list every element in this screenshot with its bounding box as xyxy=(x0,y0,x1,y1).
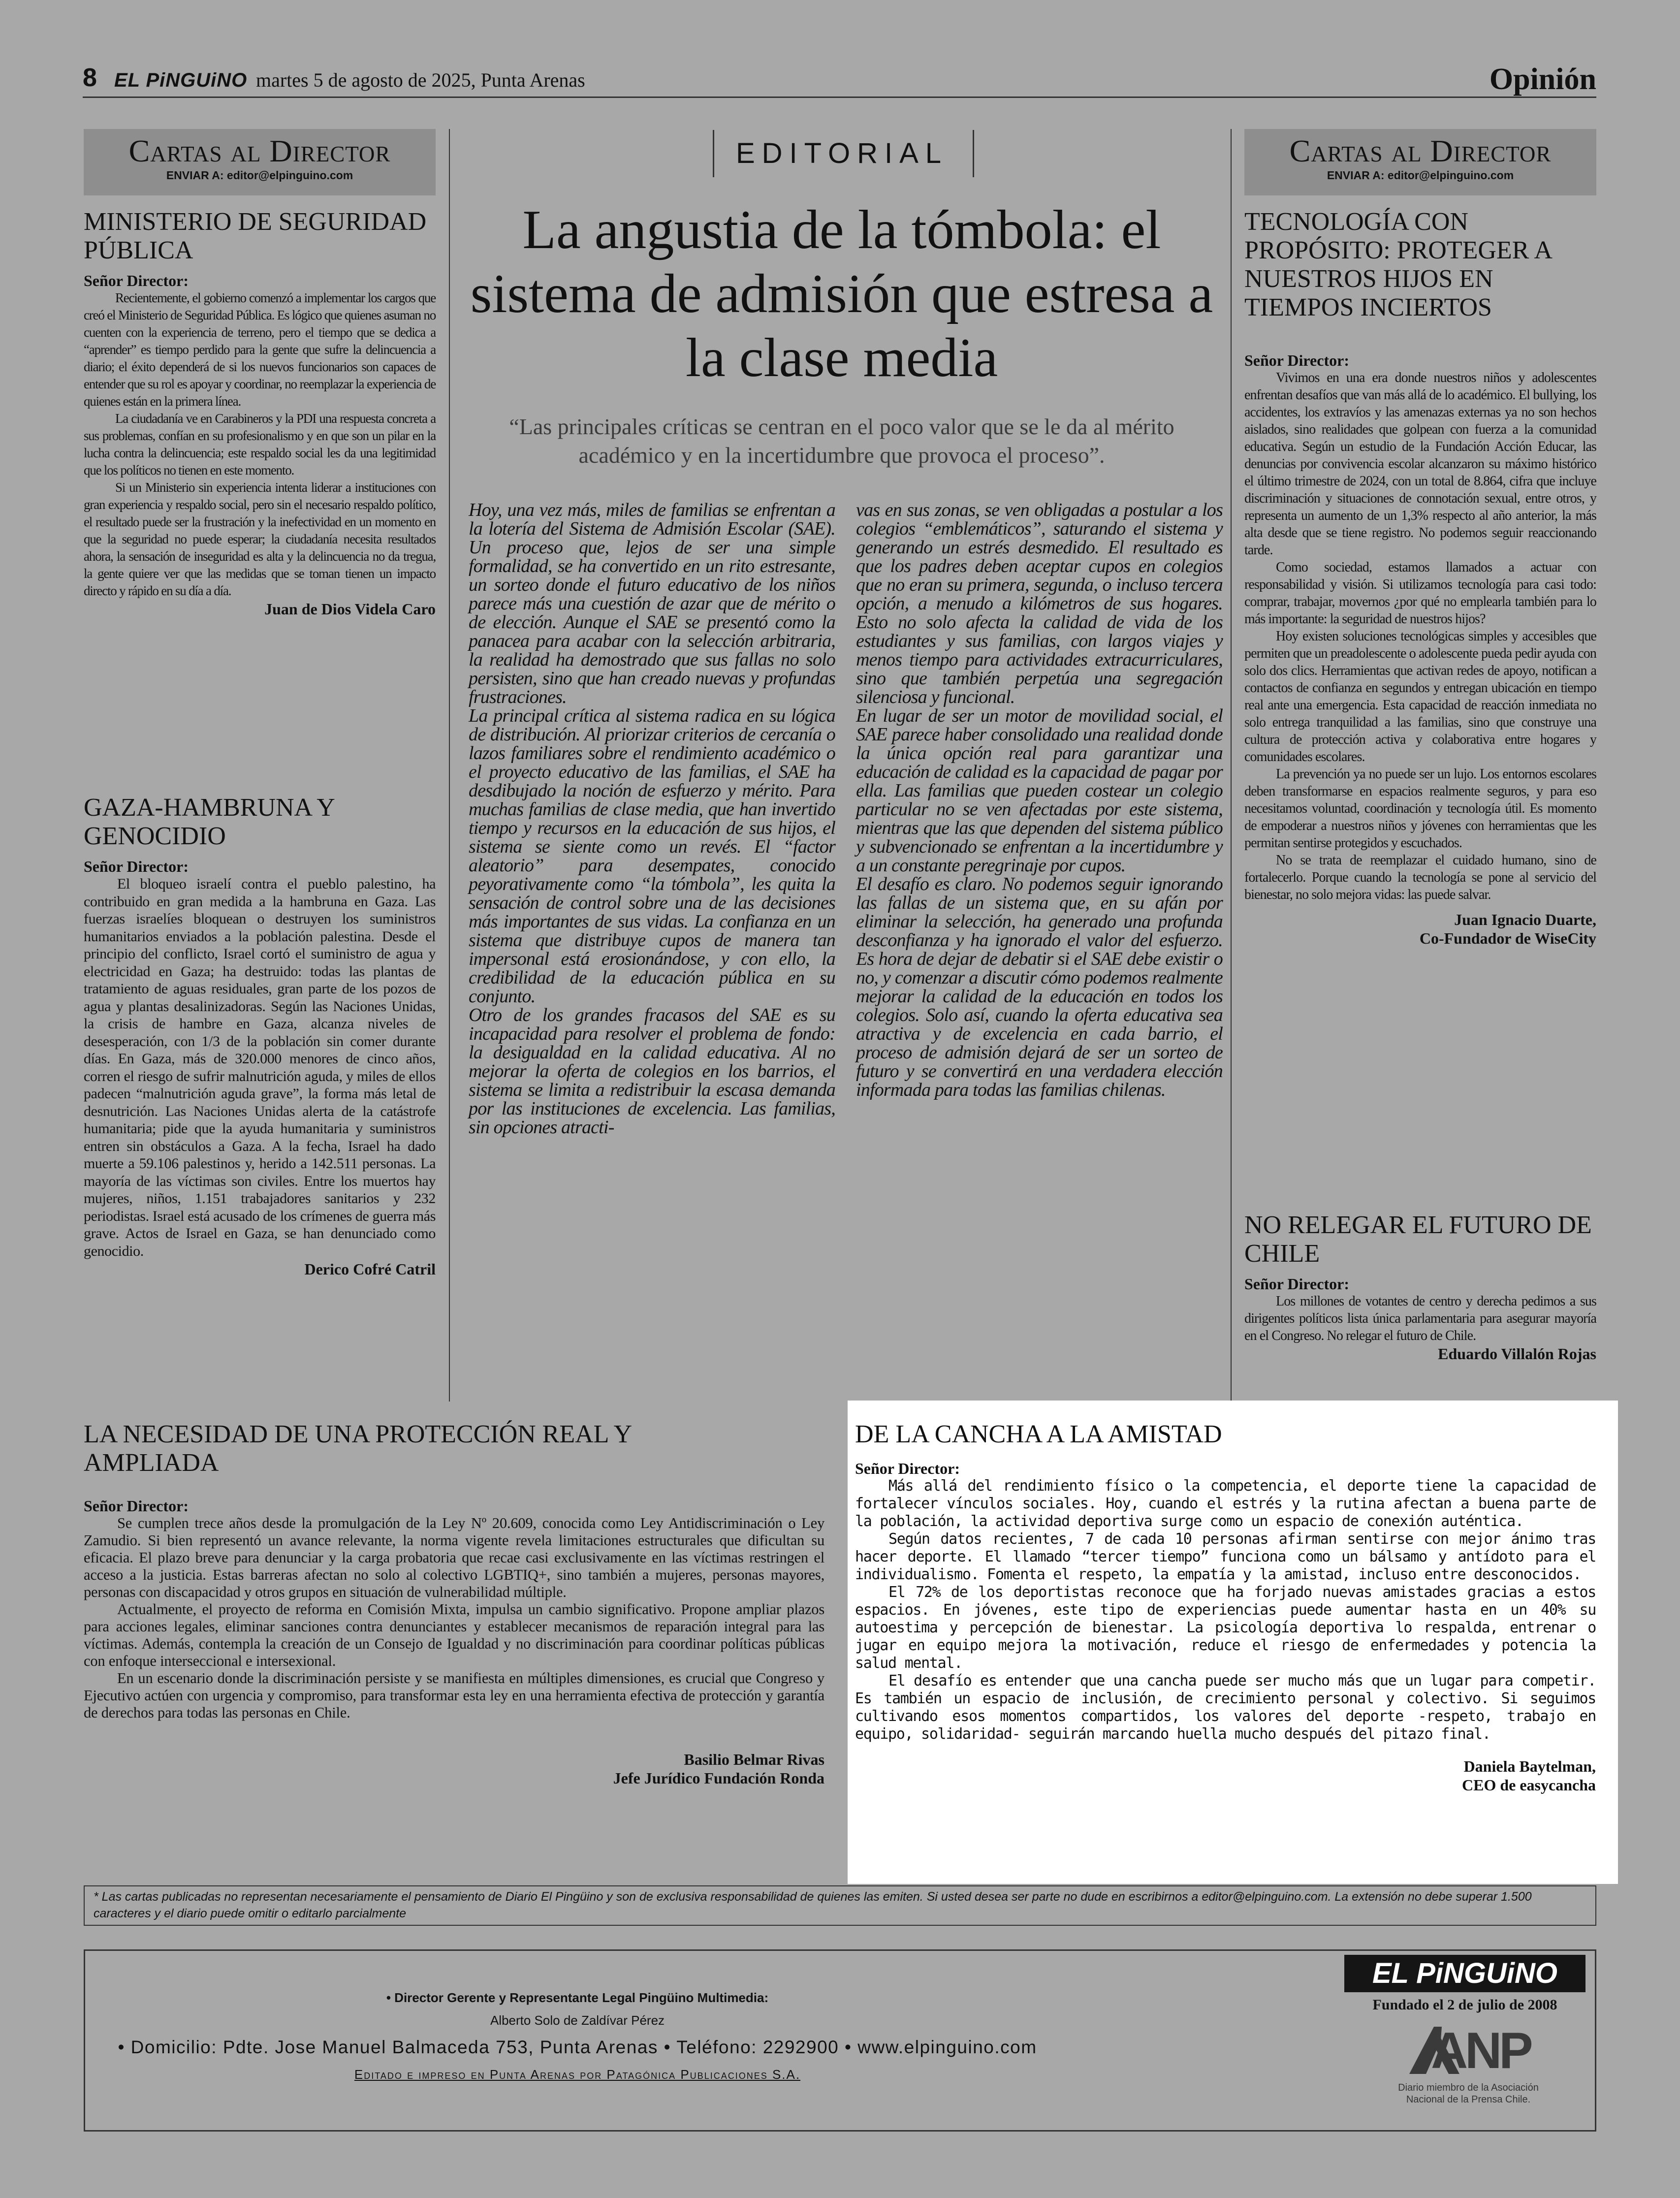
letter-signature-name: Juan Ignacio Duarte, xyxy=(1454,911,1596,928)
letter-salute: Señor Director: xyxy=(84,858,189,875)
cartas-header-right xyxy=(1244,129,1596,195)
letter-salute: Señor Director: xyxy=(1244,1275,1349,1293)
letter-signature: Eduardo Villalón Rojas xyxy=(1438,1345,1596,1363)
letter-paragraph: Vivimos en una era donde nuestros niños y adolescentes enfrentan desafíos que van más allá de lo académico. El bullying, los accidentes, los extravíos y las amenazas externas ya no son hechos aislados, sino realidades que golpean con fuerza a la comunidad educativa. Según un estudio de la Fundación Acción Educar, las denuncias por convivencia escolar alcanzaron su máximo histórico el último trimestre de 2024, con un total de 8.864, cifra que incluye discriminación y situaciones de connotación sexual, entre otros, y representa un aumento de un 1,3% respecto al año anterior, la más alta desde que se tiene registro. No podemos seguir reaccionando tarde. xyxy=(1244,370,1596,558)
letter-title: LA NECESIDAD DE UNA PROTECCIÓN REAL Y AMPLIADA xyxy=(84,1420,632,1477)
director-name: Alberto Solo de Zaldívar Pérez xyxy=(490,2013,665,2028)
letter-tecnologia xyxy=(1244,208,1596,948)
cartas-header-left xyxy=(84,129,436,195)
letter-signature-role: CEO de easycancha xyxy=(1462,1776,1596,1794)
letter-signature-name: Daniela Baytelman, xyxy=(1463,1757,1596,1775)
footer-printed: Editado e impreso en Punta Arenas por Patagónica Publicaciones S.A. xyxy=(354,2067,801,2082)
letter-paragraph: El 72% de los deportistas reconoce que ha forjado nuevas amistades gracias a estos espacios. En jóvenes, este tipo de experiencias puede aumentar hasta en un 40% su autoestima y percepción de bienestar. La psicología deportiva lo respalda, entrenar o jugar en equipo mejora la motivación, reduce el riesgo de enfermedades y potencia la salud mental. xyxy=(855,1584,1596,1672)
editorial-kicker: EDITORIAL xyxy=(735,137,949,169)
letter-paragraph: No se trata de reemplazar el cuidado humano, sino de fortalecerlo. Porque cuando la tecnología se pone al servicio del bienestar, no solo mejora vidas: las puede salvar. xyxy=(1244,853,1596,902)
director-label: • Director Gerente y Representante Legal Pingüino Multimedia: xyxy=(386,1990,769,2005)
header-brand: EL PiNGUiNO xyxy=(114,69,248,91)
cartas-title: Cartas al Director xyxy=(1289,133,1552,168)
cartas-email: ENVIAR A: editor@elpinguino.com xyxy=(166,169,353,182)
page-number: 8 xyxy=(83,64,97,92)
letter-salute: Señor Director: xyxy=(84,1497,189,1515)
disclaimer-text: * Las cartas publicadas no representan necesariamente el pensamiento de Diario El Pingüino y son de exclusiva responsabilidad de quienes las emiten. Si usted desea ser parte no dude en escribirnos a editor@elpinguino.com. La extensión no debe superar 1.500 caracteres y el diario puede omitir o editarlo parcialmente xyxy=(94,1890,1532,1920)
letter-paragraph: La prevención ya no puede ser un lujo. Los entornos escolares deben transformarse en espacios realmente seguros, y para eso necesitamos voluntad, coordinación y tecnología útil. Es momento de empoderar a nuestros niños y jóvenes con herramientas que les permitan sentirse protegidos y escuchados. xyxy=(1244,766,1596,851)
editorial-column-2 xyxy=(856,501,1223,1099)
letter-paragraph: Los millones de votantes de centro y derecha pedimos a sus dirigentes políticos lista única parlamentaria para asegurar mayoría en el Congreso. No relegar el futuro de Chile. xyxy=(1244,1294,1596,1343)
editorial-headline: La angustia de la tómbola: el sistema de admisión que estresa a la clase media xyxy=(470,199,1213,388)
letter-title: TECNOLOGÍA CON PROPÓSITO: PROTEGER A NUESTROS HIJOS EN TIEMPOS INCIERTOS xyxy=(1244,208,1552,321)
letter-title: GAZA-HAMBRUNA Y GENOCIDIO xyxy=(84,794,334,850)
letter-proteccion xyxy=(84,1420,824,1787)
anp-logo xyxy=(1404,2020,1530,2079)
letter-paragraph: El desafío es entender que una cancha puede ser mucho más que un lugar para competir. Es también un espacio de inclusión, de crecimiento personal y colectivo. Si seguimos cultivando esos momentos compartidos, los valores del deporte -respeto, trabajo en equipo, solidaridad- seguirán marcando huella mucho después del pitazo final. xyxy=(855,1672,1596,1743)
column-rule xyxy=(1231,129,1232,1402)
editorial-column-1 xyxy=(469,501,835,1137)
letter-signature-role: Jefe Jurídico Fundación Ronda xyxy=(613,1769,824,1787)
letter-signature-name: Basilio Belmar Rivas xyxy=(684,1751,824,1768)
footer-logo: EL PiNGUiNO xyxy=(1344,1955,1585,1992)
letter-paragraph: En un escenario donde la discriminación persiste y se manifiesta en múltiples dimensiones, es crucial que Congreso y Ejecutivo actúen con urgencia y compromiso, para transformar esta ley en una herramienta efectiva de protección y garantía de derechos para todas las personas en Chile. xyxy=(84,1670,824,1721)
section-title: Opinión xyxy=(1489,63,1596,96)
anp-text: Diario miembro de la Asociación Nacional de la Prensa Chile. xyxy=(1398,2082,1539,2105)
editorial-paragraph: Otro de los grandes fracasos del SAE es su incapacidad para resolver el problema de fondo: la desigualdad en la calidad educativa. Al no mejorar la oferta de colegios en los barrios, el sistema se limita a redistribuir la escasa demanda por las instituciones de excelencia. Las familias, sin opciones atracti- xyxy=(469,1005,835,1138)
letter-paragraph: Hoy existen soluciones tecnológicas simples y accesibles que permiten que un preadolescente o adolescente pueda pedir ayuda con solo dos clics. Herramientas que activan redes de apoyo, notifican a contactos de confianza en segundos y entregan ubicación en tiempo real ante una emergencia. Esta capacidad de reacción inmediata no solo entrega tranquilidad a las familias, sino que construye una cultura de protección activa y colaborativa entre hogares y comunidades escolares. xyxy=(1244,629,1596,765)
footer xyxy=(84,1949,1596,2132)
disclaimer xyxy=(84,1885,1596,1926)
letter-gaza xyxy=(84,794,436,1278)
letter-ministerio xyxy=(84,208,436,618)
header-rule xyxy=(83,96,1596,98)
editorial-deck: “Las principales críticas se centran en el poco valor que se le da al mérito académico y en la incertidumbre que provoca el proceso”. xyxy=(509,414,1174,468)
letter-paragraph: Según datos recientes, 7 de cada 10 personas afirman sentirse con mejor ánimo tras hacer deporte. El llamado “tercer tiempo” funciona como un bálsamo y antídoto para el individualismo. Fomenta el respeto, la empatía y la amistad, incluso entre desconocidos. xyxy=(855,1530,1596,1583)
cartas-email: ENVIAR A: editor@elpinguino.com xyxy=(1327,169,1514,182)
letter-salute: Señor Director: xyxy=(1244,351,1349,369)
footer-address: • Domicilio: Pdte. Jose Manuel Balmaceda 753, Punta Arenas • Teléfono: 2292900 • www.elpinguino.com xyxy=(118,2037,1037,2057)
editorial-paragraph: El desafío es claro. No podemos seguir ignorando las fallas de un sistema que, en su afán por eliminar la selección, ha generado una profunda desconfianza y ha ignorado el valor del esfuerzo. Es hora de dejar de debatir si el SAE debe existir o no, y comenzar a discutir cómo podemos realmente mejorar la calidad de la educación en todos los colegios. Solo así, cuando la oferta educativa sea atractiva y de excelencia en cada barrio, el proceso de admisión dejará de ser un sorteo de futuro y se convertirá en una verdadera elección informada para todas las familias chilenas. xyxy=(856,874,1223,1100)
column-rule xyxy=(449,129,450,1402)
letter-paragraph: Si un Ministerio sin experiencia intenta liderar a instituciones con gran experiencia y respaldo social, pero sin el necesario respaldo político, el resultado puede ser la frustración y la inefectividad en un momento en que la seguridad no puede esperar; la ciudadanía necesita resultados ahora, la sensación de inseguridad es alta y la delincuencia no da tregua, la gente quiere ver que las medidas que se toman tienen un impacto directo y rápido en su día a día. xyxy=(84,480,436,598)
letter-relegar xyxy=(1244,1211,1596,1363)
letter-title: NO RELEGAR EL FUTURO DE CHILE xyxy=(1244,1211,1592,1268)
letter-paragraph: La ciudadanía ve en Carabineros y la PDI una respuesta concreta a sus problemas, confían en su profesionalismo y en que son un pilar en la lucha contra la delincuencia; este respaldo social les da una legitimidad que los políticos no tienen en este momento. xyxy=(84,411,436,478)
letter-salute: Señor Director: xyxy=(855,1460,960,1477)
letter-paragraph: Actualmente, el proyecto de reforma en Comisión Mixta, impulsa un cambio significativo. Propone ampliar plazos para acciones legales, eliminar sanciones contra denunciantes y establecer mecanismos de reparación integral para las víctimas. Además, contempla la creación de un Consejo de Igualdad y no discriminación para coordinar políticas públicas con enfoque interseccional e intersexional. xyxy=(84,1601,824,1669)
editorial-paragraph: Hoy, una vez más, miles de familias se enfrentan a la lotería del Sistema de Admisión Escolar (SAE). Un proceso que, lejos de ser una simple formalidad, se ha convertido en un rito estresante, un sorteo donde el futuro educativo de los niños parece más una cuestión de azar que de mérito o de elección. Aunque el SAE se presentó como la panacea para acabar con la selección arbitraria, la realidad ha demostrado que sus fallas no solo persisten, sino que han creado nuevas y profundas frustraciones. xyxy=(469,500,835,707)
page-header xyxy=(83,63,1596,97)
letter-cancha xyxy=(855,1420,1596,1794)
letter-paragraph: Recientemente, el gobierno comenzó a implementar los cargos que creó el Ministerio de Seguridad Pública. Es lógico que quienes asuman no cuenten con la experiencia de terreno, pero el tiempo que se dedica a “aprender” es tiempo perdido para la gente que sufre la delincuencia a diario; el éxito dependerá de si los nuevos funcionarios son capaces de entender que su rol es apoyar y coordinar, no reemplazar la experiencia de quienes están en la primera línea. xyxy=(84,290,436,409)
editorial-paragraph: En lugar de ser un motor de movilidad social, el SAE parece haber consolidado una realidad donde la única opción real para garantizar una educación de calidad es la capacidad de pagar por ella. Las familias que pueden costear un colegio particular no se ven afectadas por este sistema, mientras que las que dependen del sistema público y subvencionado se enfrentan a la incertidumbre y a un constante peregrinaje por cupos. xyxy=(856,705,1223,876)
editorial-paragraph: La principal crítica al sistema radica en su lógica de distribución. Al priorizar criterios de cercanía o lazos familiares sobre el rendimiento académico o el proyecto educativo de las familias, el SAE ha desdibujado la noción de esfuerzo y mérito. Para muchas familias de clase media, que han invertido tiempo y recursos en la educación de sus hijos, el sistema se siente como un revés. El “factor aleatorio” para desempates, conocido peyorativamente como “la tómbola”, les quita la sensación de control sobre una de las decisiones más importantes de sus vidas. La confianza en un sistema que distribuye cupos de manera tan impersonal está erosionándose, y con ello, la credibilidad de la educación pública en su conjunto. xyxy=(469,705,835,1007)
letter-title: MINISTERIO DE SEGURIDAD PÚBLICA xyxy=(84,208,427,264)
cartas-title: Cartas al Director xyxy=(128,133,391,168)
letter-salute: Señor Director: xyxy=(84,272,189,289)
letter-paragraph: Como sociedad, estamos llamados a actuar con responsabilidad y visión. Si utilizamos tecnología para casi todo: comprar, trabajar, movernos ¿por qué no emplearla también para lo más importante: la seguridad de nuestros hijos? xyxy=(1244,560,1596,627)
letter-signature-role: Co-Fundador de WiseCity xyxy=(1419,929,1596,947)
header-date: martes 5 de agosto de 2025, Punta Arenas xyxy=(256,69,585,91)
letter-paragraph: Más allá del rendimiento físico o la competencia, el deporte tiene la capacidad de fortalecer vínculos sociales. Hoy, cuando el estrés y la rutina afectan a buena parte de la población, la actividad deportiva surge como un espacio de conexión auténtica. xyxy=(855,1477,1596,1530)
footer-founded: Fundado el 2 de julio de 2008 xyxy=(1372,1997,1557,2013)
letter-signature: Juan de Dios Videla Caro xyxy=(264,600,436,618)
letter-paragraph: El bloqueo israelí contra el pueblo palestino, ha contribuido en gran medida a la hambruna en Gaza. Las fuerzas israelíes bloquean o destruyen los suministros humanitarios enviados a la población palestina. Desde el principio del conflicto, Israel cortó el suministro de agua y electricidad en Gaza; ha destruido: todas las plantas de tratamiento de aguas residuales, gran parte de los pozos de agua y plantas desalinizadoras. Según las Naciones Unidas, la crisis de hambre en Gaza, alcanza niveles de desesperación, con 1/3 de la población sin comer durante días. En Gaza, más de 320.000 menores de cinco años, corren el riesgo de sufrir malnutrición aguda, y miles de ellos padecen “malnutrición aguda grave”, la forma más letal de desnutrición. Las Naciones Unidas alerta de la catástrofe humanitaria; pide que la ayuda humanitaria y suministros entren sin obstáculos a Gaza. A la fecha, Israel ha dado muerte a 59.106 palestinos y, herido a 142.511 personas. La mayoría de las víctimas son civiles. Entre los muertos hay mujeres, niños, 1.151 trabajadores sanitarios y 232 periodistas. Israel está acusado de los crímenes de guerra más grave. Actos de Israel en Gaza, se han denunciado como genocidio. xyxy=(84,876,436,1259)
letter-paragraph: Se cumplen trece años desde la promulgación de la Ley Nº 20.609, conocida como Ley Antidiscriminación o Ley Zamudio. Si bien representó un avance relevante, la norma vigente revela limitaciones estructurales que dificultan su eficacia. El plazo breve para denunciar y la carga probatoria que recae casi exclusivamente en las víctimas restringen el acceso a la justicia. Estas barreras afectan no solo al colectivo LGBTIQ+, sino también a mujeres, personas mayores, personas con discapacidad y otros grupos en situación de vulnerabilidad múltiple. xyxy=(84,1515,824,1600)
letter-signature: Derico Cofré Catril xyxy=(304,1260,436,1278)
letter-title: DE LA CANCHA A LA AMISTAD xyxy=(855,1420,1222,1448)
anp-logo-text: ANP xyxy=(1431,2022,1530,2079)
editorial-paragraph: vas en sus zonas, se ven obligadas a postular a los colegios “emblemáticos”, saturando el sistema y generando un estrés desmedido. El resultado es que los padres deben aceptar cupos en colegios que no eran su primera, segunda, o incluso tercera opción, a menudo a kilómetros de sus hogares. Esto no solo afecta la calidad de vida de los estudiantes y sus familias, con largos viajes y menos tiempo para actividades extracurriculares, sino que también perpetúa una segregación silenciosa y funcional. xyxy=(856,500,1223,707)
